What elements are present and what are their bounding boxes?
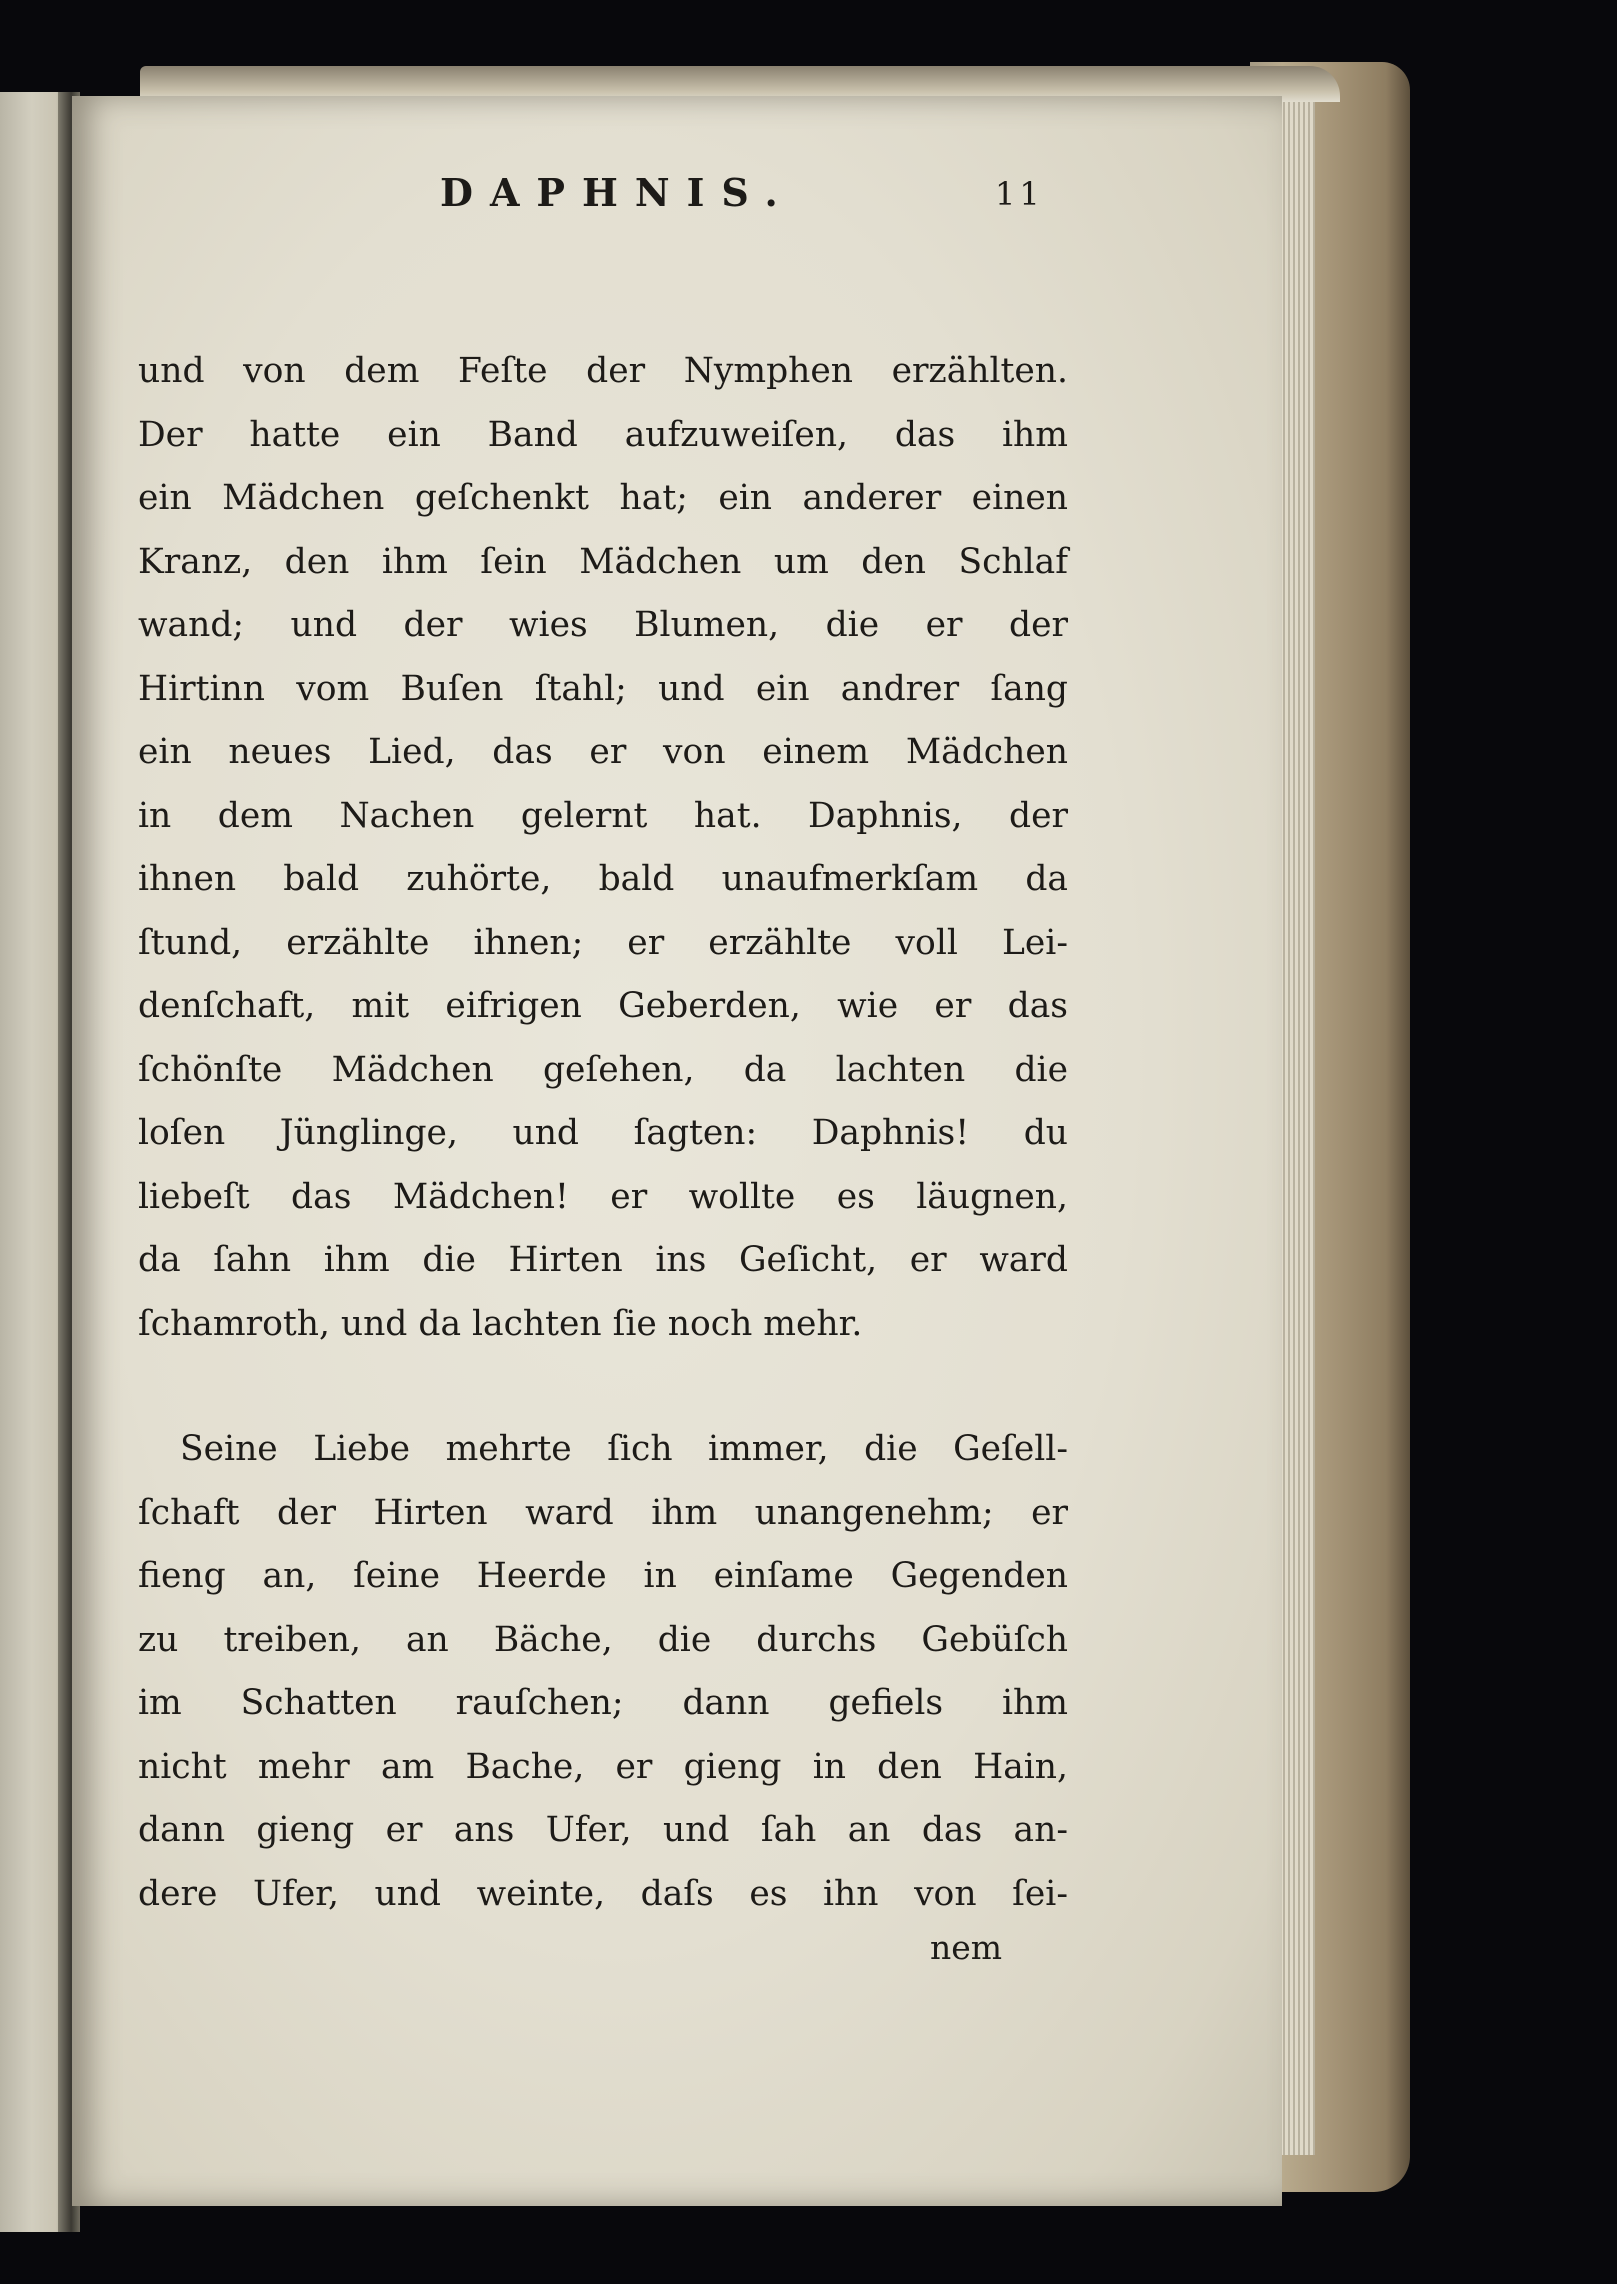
text-line: wand; und der wies Blumen, die er der [138, 605, 1068, 645]
text-line: ein Mädchen geſchenkt hat; ein anderer einen [138, 478, 1068, 518]
text-line: Kranz, den ihm ſein Mädchen um den Schlaf [138, 541, 1068, 582]
text-line: Hirtinn vom Buſen ſtahl; und ein andrer ſang [138, 668, 1068, 709]
text-line: zu treiben, an Bäche, die durchs Gebüſch [138, 1619, 1068, 1660]
page-number: 11 [995, 175, 1044, 213]
text-line: nicht mehr am Bache, er gieng in den Hain, [138, 1746, 1068, 1787]
paragraph-2 [138, 1418, 1068, 1926]
text-line: Der hatte ein Band aufzuweiſen, das ihm [138, 414, 1068, 455]
text-line: dann gieng er ans Ufer, und ſah an das an- [138, 1810, 1068, 1850]
catchword: nem [930, 1928, 1003, 1967]
text-line: loſen Jünglinge, und ſagten: Daphnis! du [138, 1113, 1068, 1153]
text-line: ihnen bald zuhörte, bald unaufmerkſam da [138, 859, 1068, 899]
text-line: ſtund, erzählte ihnen; er erzählte voll Lei- [138, 922, 1068, 963]
running-title: DAPHNIS. [440, 170, 795, 215]
text-line: liebeſt das Mädchen! er wollte es läugnen, [138, 1176, 1068, 1217]
text-line: dere Ufer, und weinte, daſs es ihn von ſei- [138, 1873, 1068, 1914]
text-line: ſchamroth, und da lachten ſie noch mehr. [138, 1303, 863, 1344]
text-line: fieng an, ſeine Heerde in einſame Gegenden [138, 1556, 1068, 1596]
text-line: da ſahn ihm die Hirten ins Geſicht, er ward [138, 1240, 1068, 1280]
text-line: denſchaft, mit eifrigen Geberden, wie er das [138, 986, 1068, 1026]
text-line: Seine Liebe mehrte ſich immer, die Geſell- [180, 1429, 1068, 1469]
text-line: ſchönſte Mädchen geſehen, da lachten die [138, 1049, 1068, 1090]
text-line: in dem Nachen gelernt hat. Daphnis, der [138, 795, 1068, 836]
text-line: ein neues Lied, das er von einem Mädchen [138, 732, 1068, 772]
text-line: ſchaft der Hirten ward ihm unangenehm; er [138, 1492, 1068, 1533]
text-line: und von dem Feſte der Nymphen erzählten. [138, 351, 1068, 391]
paragraph-1 [138, 340, 1068, 1356]
text-line: im Schatten rauſchen; dann gefiels ihm [138, 1683, 1068, 1723]
